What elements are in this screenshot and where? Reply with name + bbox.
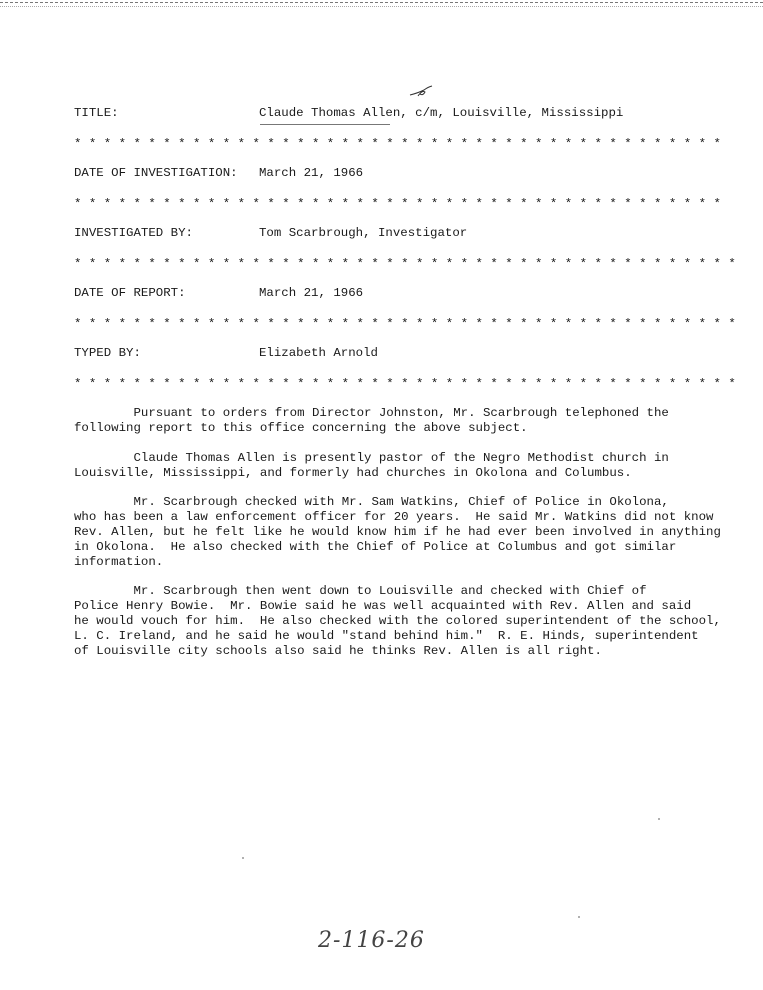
paragraph-1: Pursuant to orders from Director Johnston, Mr. Scarbrough telephoned the following report to this office concerning the above subject. bbox=[74, 406, 669, 435]
typed-by-value: Elizabeth Arnold bbox=[259, 346, 378, 360]
title-underline bbox=[260, 124, 390, 125]
separator-2: * * * * * * * * * * * * * * * * * * * * * * * * * * * * * * * * * * * * * * * * * * * * bbox=[74, 197, 721, 211]
date-investigation-value: March 21, 1966 bbox=[259, 166, 364, 180]
scan-speck bbox=[658, 818, 660, 820]
investigated-by-value: Tom Scarbrough, Investigator bbox=[259, 226, 468, 240]
paragraph-4: Mr. Scarbrough then went down to Louisville and checked with Chief of Police Henry Bowie. Mr. Bowie said he was well acquainted with Rev. Allen and said he would vouch for him. He also checked with the colored superintendent of the school, L. C. Ireland, and he said he would "stand behind him." R. E. Hinds, superintendent of Louisville city schools also said he thinks Rev. Allen is all right. bbox=[74, 584, 721, 658]
investigated-by-label: INVESTIGATED BY: bbox=[74, 226, 193, 240]
typed-by-label: TYPED BY: bbox=[74, 346, 141, 360]
scan-speck bbox=[242, 857, 244, 859]
top-edge-dots bbox=[0, 6, 763, 7]
title-value: Claude Thomas Allen, c/m, Louisville, Mississippi bbox=[259, 106, 624, 120]
top-edge-dashes bbox=[0, 2, 763, 3]
scan-speck bbox=[578, 916, 580, 918]
paragraph-3: Mr. Scarbrough checked with Mr. Sam Watkins, Chief of Police in Okolona, who has been a law enforcement officer for 20 years. He said Mr. Watkins did not know Rev. Allen, but he felt like he would know him if he had ever been involved in anything in Okolona. He also checked with the Chief of Police at Columbus and got similar information. bbox=[74, 495, 721, 569]
separator-5: * * * * * * * * * * * * * * * * * * * * * * * * * * * * * * * * * * * * * * * * * * * * * bbox=[74, 377, 736, 391]
date-report-value: March 21, 1966 bbox=[259, 286, 364, 300]
date-investigation-label: DATE OF INVESTIGATION: bbox=[74, 166, 238, 180]
handwritten-file-number: 2-116-26 bbox=[318, 928, 425, 953]
separator-1: * * * * * * * * * * * * * * * * * * * * * * * * * * * * * * * * * * * * * * * * * * * * bbox=[74, 137, 721, 151]
paragraph-2: Claude Thomas Allen is presently pastor of the Negro Methodist church in Louisville, Mississippi, and formerly had churches in Okolona and Columbus. bbox=[74, 451, 669, 480]
pen-mark-icon bbox=[408, 84, 438, 98]
separator-4: * * * * * * * * * * * * * * * * * * * * * * * * * * * * * * * * * * * * * * * * * * * * * bbox=[74, 317, 736, 331]
separator-3: * * * * * * * * * * * * * * * * * * * * * * * * * * * * * * * * * * * * * * * * * * * * * bbox=[74, 257, 736, 271]
title-label: TITLE: bbox=[74, 106, 119, 120]
date-report-label: DATE OF REPORT: bbox=[74, 286, 186, 300]
